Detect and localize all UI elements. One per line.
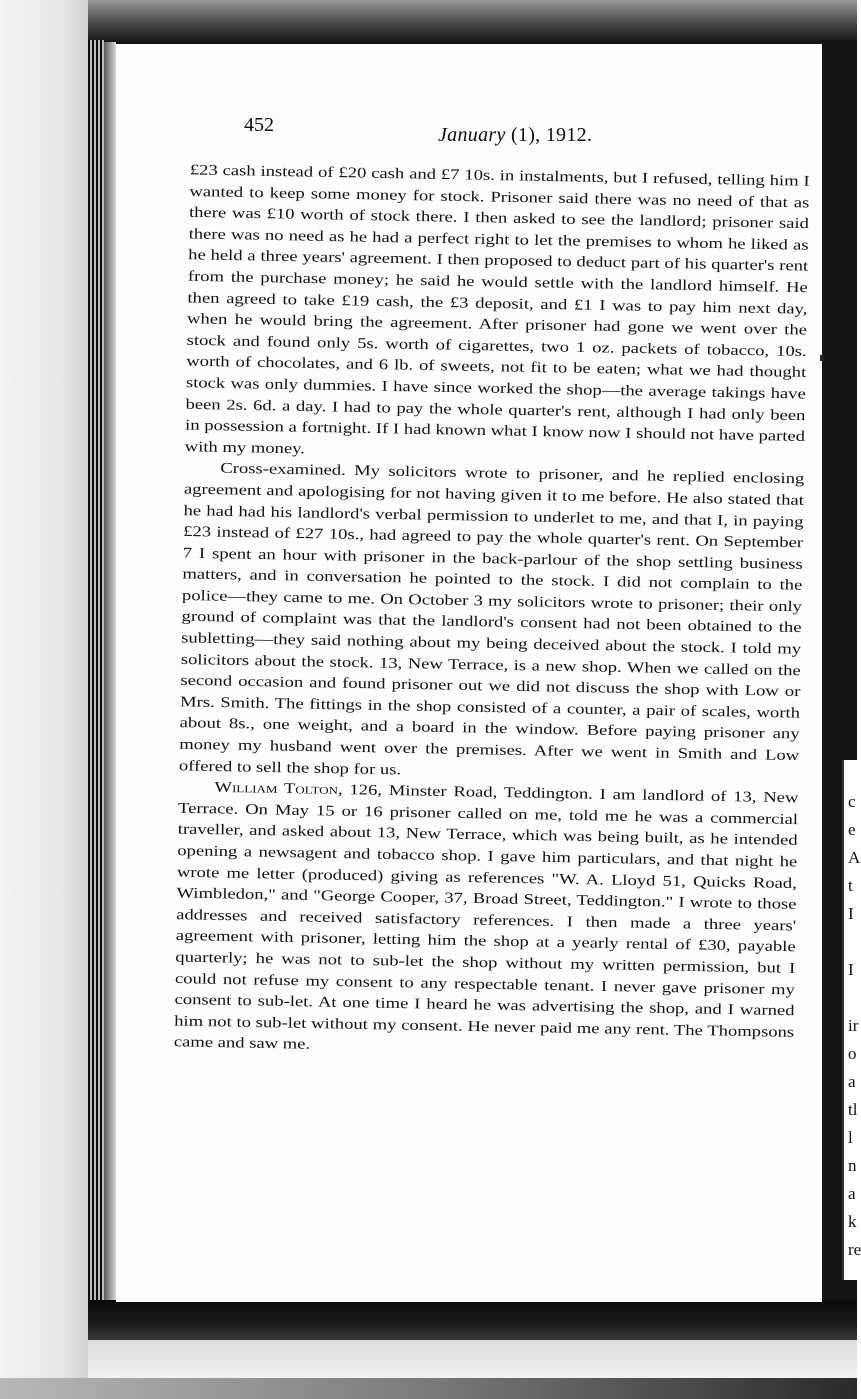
adjacent-page-fragment: o	[848, 1044, 857, 1063]
adjacent-page-fragment: c	[848, 792, 856, 811]
adjacent-page-fragment	[848, 928, 859, 956]
page-edge	[104, 42, 116, 1304]
adjacent-page-fragment: n	[848, 1156, 857, 1175]
running-head-rest: (1), 1912.	[505, 124, 593, 146]
adjacent-page-fragment	[848, 760, 859, 788]
paragraph-tolton	[174, 777, 799, 1065]
adjacent-page-fragment: tl	[848, 1100, 858, 1119]
top-shadow	[88, 0, 857, 44]
adjacent-page-fragment: l	[848, 1128, 853, 1147]
adjacent-page-fragment: a	[848, 1184, 856, 1203]
paragraph-cross-examined: Cross-examined. My solicitors wrote to prisoner, and he replied enclosing agreement and apologising for not having given it to me before. He also stated that he had had his landlord's verbal permission to underlet to me, and that I, in paying £23 instead of £27 10s., had agreed to pay the whole quarter's rent. On September 7 I spent an hour with prisoner in the back-parlour of the shop settling business matters, and in conversation he pointed to the stock. I did not complain to the police—they came to me. On October 3 my solicitors wrote to prisoner; their only ground of complaint was that the landlord's consent had not been obtained to the subletting—they said nothing about my being deceived about the stock. I told my solicitors about the stock. 13, New Terrace, is a new shop. When we called on the second occasion and found prisoner out we did not discuss the shop with Low or Mrs. Smith. The fittings in the shop consisted of a counter, a pair of scales, worth about 8s., one weight, and a board in the window. Before paying prisoner any money my husband went over the premises. After we went in Smith and Low offered to sell the shop for us.	[178, 460, 805, 779]
adjacent-page-fragment: a	[848, 1072, 856, 1091]
book-spine	[88, 40, 104, 1305]
adjacent-page-fragment: I	[848, 960, 854, 979]
running-head-month: January	[438, 124, 506, 146]
paragraph-tolton-text: , 126, Minster Road, Teddington. I am landlord of 13, New Terrace. On May 15 or 16 prisoner called on me, told me he was a commercial traveller, and asked about 13, New Terrace, which was being built, as he intended opening a newsagent and tobacco shop. I gave him particulars, and that night he wrote me letter (produced) giving as references "W. A. Lloyd 51, Quicks Road, Wimbledon," and "George Cooper, 37, Broad Street, Teddington." I wrote to those addresses and received satisfactory references. I then made a three years' agreement with prisoner, letting him the shop at a yearly rental of £30, payable quarterly; he was not to sub-let the shop without my written permission, but I could not refuse my consent to any respectable tenant. I never gave prisoner my consent to sub-let. At one time I heard he was advertising the shop, and I warned him not to sub-let without my consent. He never paid me any rent. The Thompsons came and saw me.	[173, 781, 799, 1054]
adjacent-page	[842, 760, 859, 1280]
adjacent-page-fragment: I	[848, 904, 854, 923]
adjacent-page-fragment: e	[848, 820, 856, 839]
paragraph-continuation: £23 cash instead of £20 cash and £7 10s. in instalments, but I refused, telling him I wanted to keep some money for stock. Prisoner said there was no need of that as there was £10 worth of stock there. I then asked to see the landlord; prisoner said there was no need as he had a perfect right to let the premises to whom he liked as he held a three years' agreement. I then proposed to deduct part of his quarter's rent from the purchase money; he said he would settle with the landlord himself. He then agreed to take £19 cash, the £3 deposit, and £1 I was to pay him next day, when he would bring the agreement. After prisoner had gone we went over the stock and found only 5s. worth of cigarettes, two 1 oz. packets of tobacco, 10s. worth of chocolates, and 6 lb. of sweets, not fit to be eaten; what we had thought stock was only dummies. I have since worked the shop—the average takings have been 2s. 6d. a day. I had to pay the whole quarter's rent, although I had only been in possession a fortnight. If I had known what I know now I should not have parted with my money.	[184, 161, 810, 458]
left-margin	[0, 0, 90, 1399]
adjacent-page-fragment	[848, 984, 859, 1012]
margin-mark	[820, 355, 824, 361]
body-text	[174, 160, 810, 1065]
page-number: 452	[244, 114, 274, 136]
witness-name: William Tolton	[214, 779, 339, 799]
adjacent-page-fragment: t	[848, 876, 853, 895]
adjacent-page-fragment: re	[848, 1240, 861, 1259]
adjacent-page-fragment: ir	[848, 1016, 859, 1035]
bottom-shadow	[88, 1300, 857, 1340]
adjacent-page-fragment: A	[848, 848, 861, 867]
adjacent-page-fragment: k	[848, 1212, 857, 1231]
running-head	[438, 124, 592, 147]
bottom-strip	[0, 1378, 857, 1399]
